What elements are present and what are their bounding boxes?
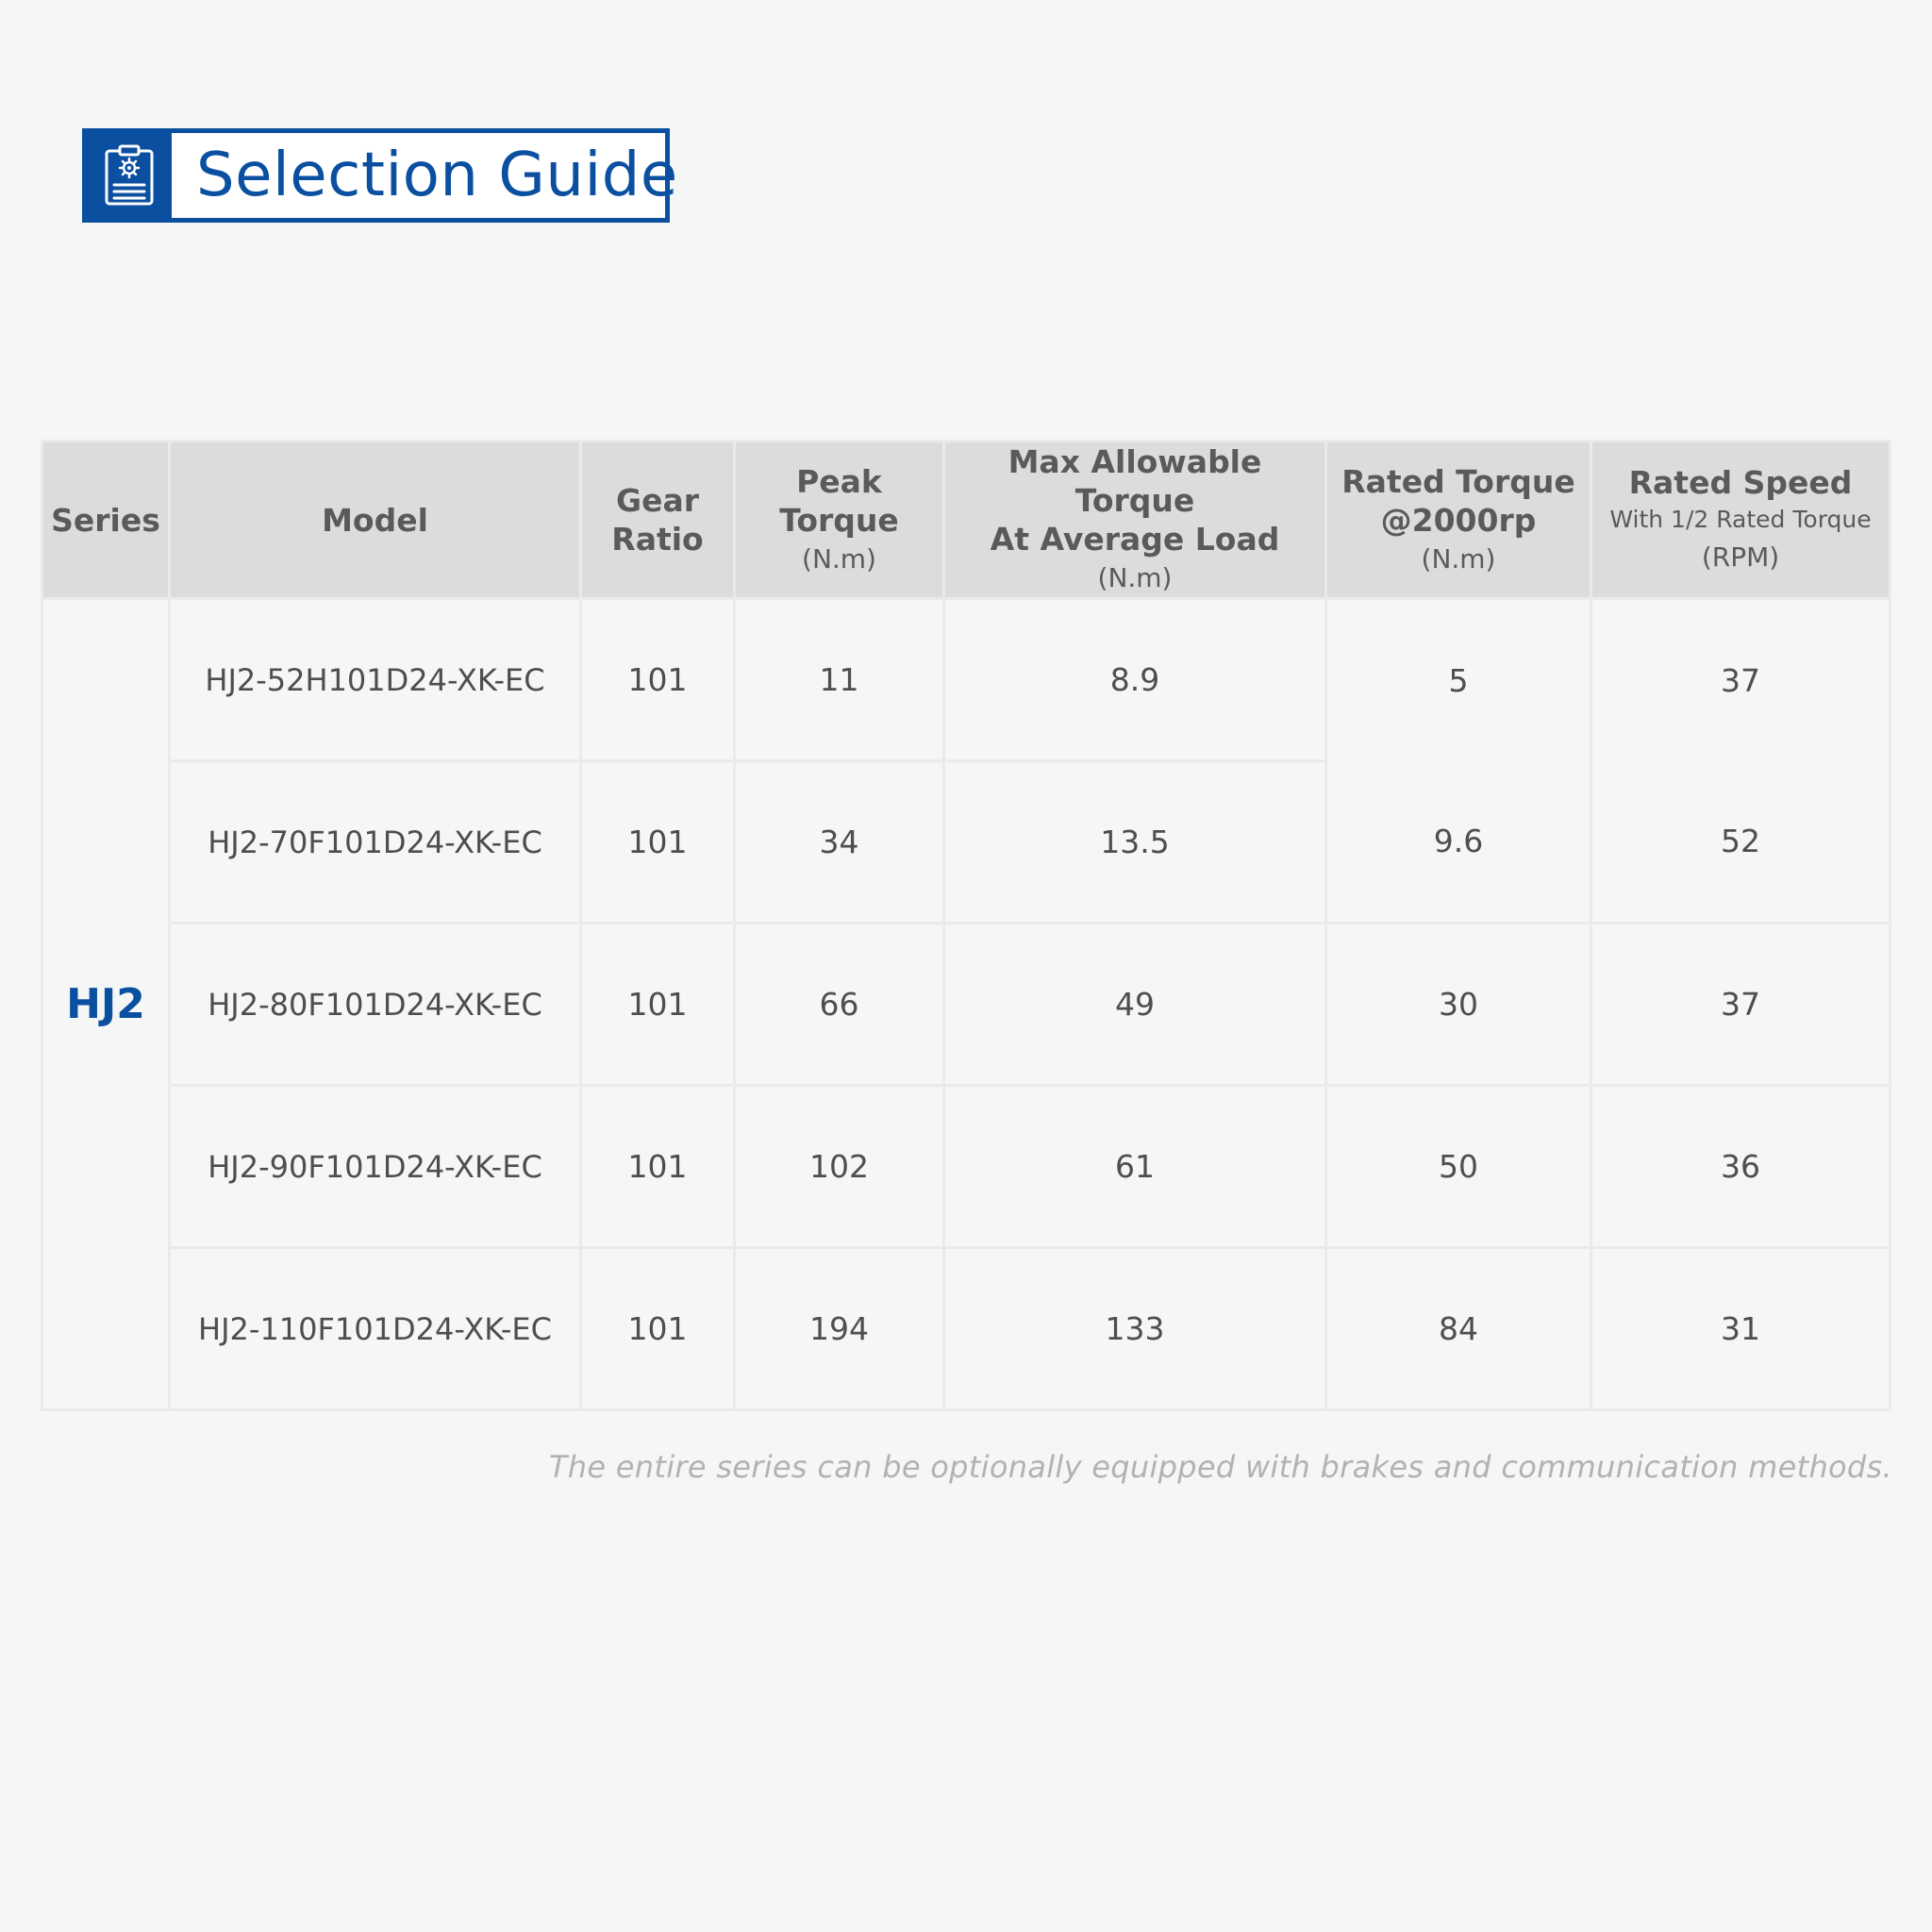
title-badge	[82, 128, 678, 223]
rated-torque-cell: 30	[1326, 924, 1591, 1086]
peak-torque-cell: 11	[735, 599, 944, 761]
table-row	[42, 1086, 1890, 1248]
gear-ratio-cell: 101	[581, 1248, 735, 1410]
peak-torque-cell: 194	[735, 1248, 944, 1410]
header-max-torque: Max Allowable Torque At Average Load (N.m)	[944, 441, 1326, 599]
rated-speed-cell: 31	[1591, 1248, 1890, 1410]
max-torque-cell: 49	[944, 924, 1326, 1086]
max-torque-cell: 61	[944, 1086, 1326, 1248]
peak-torque-cell: 102	[735, 1086, 944, 1248]
rated-torque-cell: 9.6	[1326, 761, 1591, 924]
series-cell: HJ2	[42, 599, 170, 1410]
gear-ratio-cell: 101	[581, 761, 735, 924]
gear-ratio-cell: 101	[581, 599, 735, 761]
header-rated-torque: Rated Torque @2000rp (N.m)	[1326, 441, 1591, 599]
header-peak-torque: Peak Torque (N.m)	[735, 441, 944, 599]
rated-torque-cell: 5	[1326, 599, 1591, 761]
footnote: The entire series can be optionally equipped with brakes and communication methods.	[548, 1449, 1892, 1485]
header-model: Model	[170, 441, 581, 599]
peak-torque-cell: 66	[735, 924, 944, 1086]
clipboard-gear-icon	[104, 144, 155, 207]
rated-speed-cell: 37	[1591, 599, 1890, 761]
max-torque-cell: 8.9	[944, 599, 1326, 761]
header-rated-speed: Rated Speed With 1/2 Rated Torque (RPM)	[1591, 441, 1890, 599]
rated-speed-cell: 52	[1591, 761, 1890, 924]
model-cell: HJ2-90F101D24-XK-EC	[170, 1086, 581, 1248]
rated-speed-cell: 36	[1591, 1086, 1890, 1248]
rated-torque-cell: 84	[1326, 1248, 1591, 1410]
model-cell: HJ2-70F101D24-XK-EC	[170, 761, 581, 924]
gear-ratio-cell: 101	[581, 924, 735, 1086]
header-series: Series	[42, 441, 170, 599]
table-row	[42, 924, 1890, 1086]
gear-ratio-cell: 101	[581, 1086, 735, 1248]
rated-torque-cell: 50	[1326, 1086, 1591, 1248]
model-cell: HJ2-80F101D24-XK-EC	[170, 924, 581, 1086]
max-torque-cell: 133	[944, 1248, 1326, 1410]
title-icon-box	[87, 133, 172, 218]
max-torque-cell: 13.5	[944, 761, 1326, 924]
peak-torque-cell: 34	[735, 761, 944, 924]
selection-table	[41, 440, 1891, 1411]
model-cell: HJ2-110F101D24-XK-EC	[170, 1248, 581, 1410]
table-row	[42, 599, 1890, 761]
table-header-row	[42, 441, 1890, 599]
table-row	[42, 761, 1890, 924]
table-row	[42, 1248, 1890, 1410]
rated-speed-cell: 37	[1591, 924, 1890, 1086]
page-title: Selection Guide	[196, 141, 678, 210]
model-cell: HJ2-52H101D24-XK-EC	[170, 599, 581, 761]
header-gear-ratio: Gear Ratio	[581, 441, 735, 599]
